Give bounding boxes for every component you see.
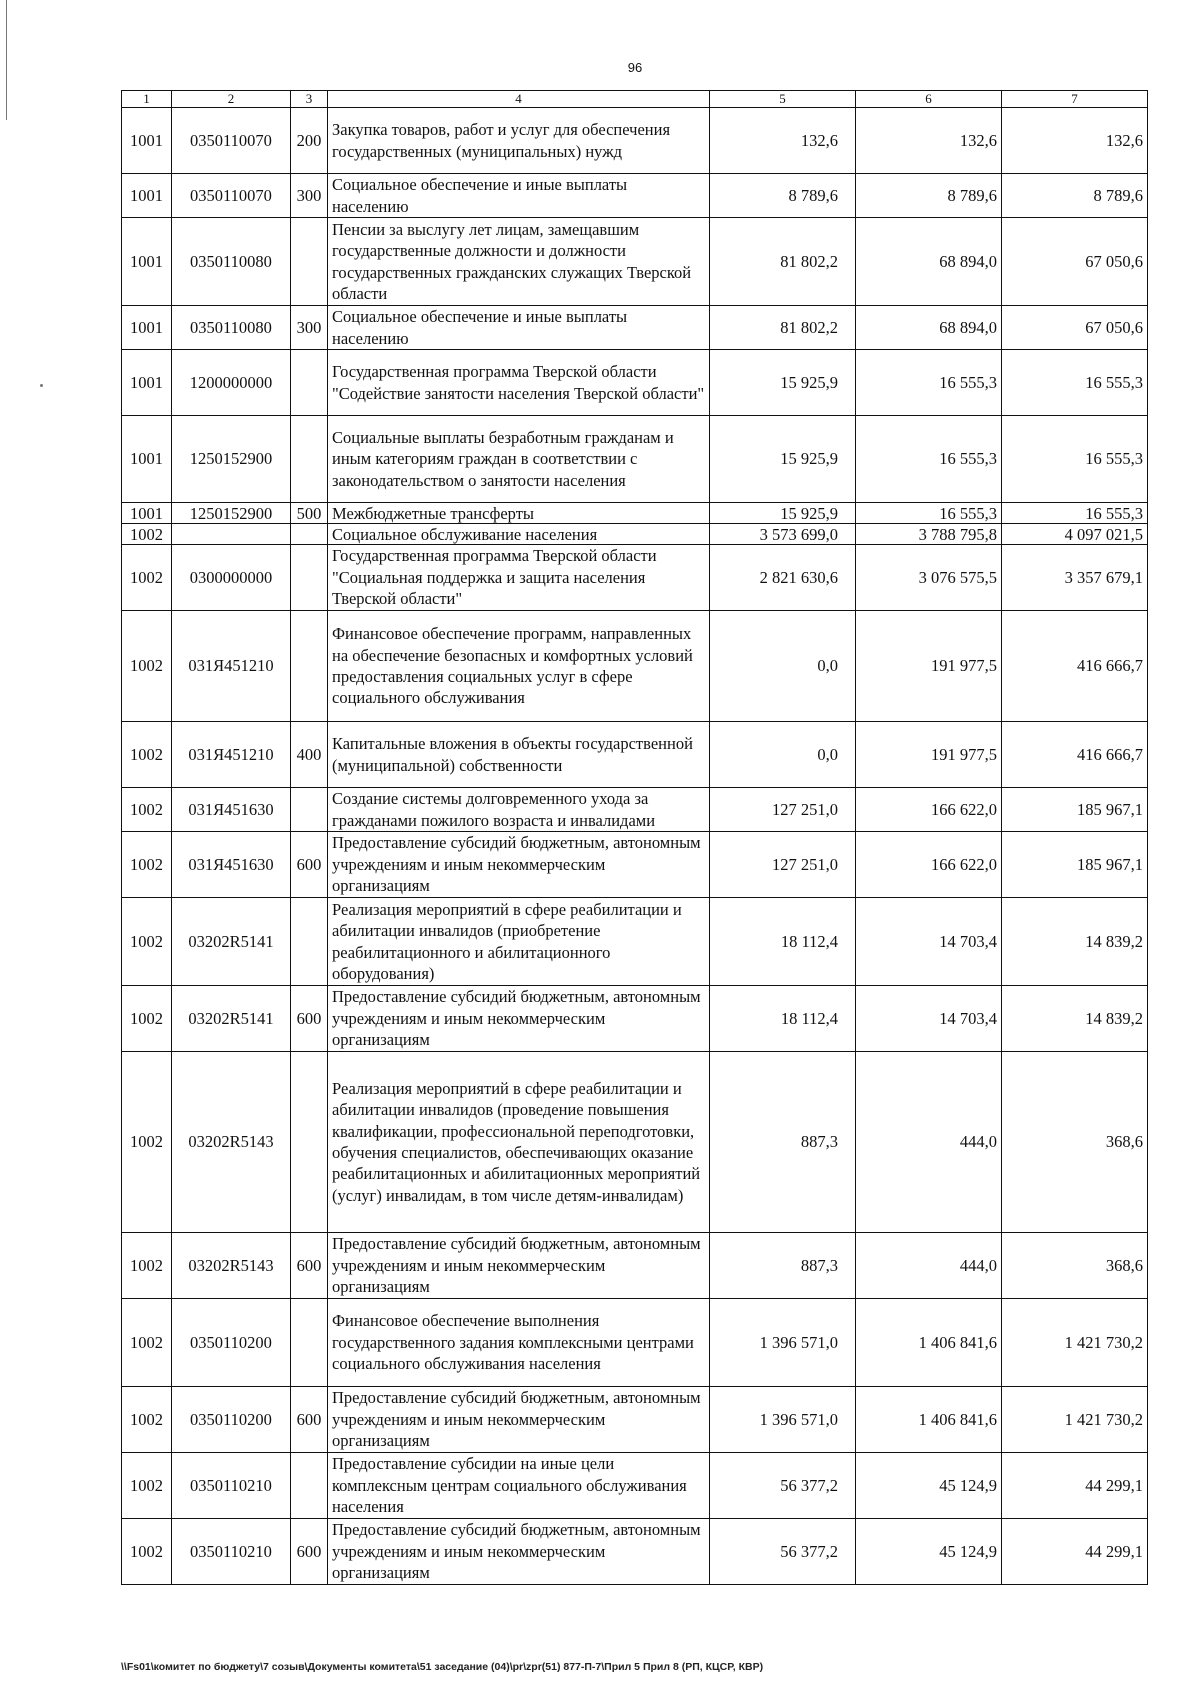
row-amount-year-3: 16 555,3 — [1002, 350, 1148, 416]
row-amount-year-3: 185 967,1 — [1002, 788, 1148, 832]
row-amount-year-2: 166 622,0 — [856, 788, 1002, 832]
table-row — [122, 108, 1148, 174]
table-row — [122, 1299, 1148, 1387]
row-name: Предоставление субсидий бюджетным, автономным учреждениям и иным некоммерческим организациям — [328, 1233, 710, 1299]
row-amount-year-1: 15 925,9 — [710, 350, 856, 416]
row-expense-type-code — [291, 898, 328, 986]
column-header: 5 — [710, 91, 856, 108]
row-name: Межбюджетные трансферты — [328, 503, 710, 524]
row-amount-year-2: 132,6 — [856, 108, 1002, 174]
row-section-code: 1002 — [122, 524, 172, 545]
row-section-code: 1002 — [122, 986, 172, 1052]
row-amount-year-2: 166 622,0 — [856, 832, 1002, 898]
row-section-code: 1001 — [122, 416, 172, 503]
row-name: Реализация мероприятий в сфере реабилитации и абилитации инвалидов (проведение повышения квалификации, профессиональной переподготовки, обучения специалистов, обеспечивающих оказание реабилитационных и абилитационных мероприятий (услуг) инвалидам, в том числе детям-инвалидам) — [328, 1052, 710, 1233]
row-amount-year-3: 416 666,7 — [1002, 611, 1148, 722]
row-section-code: 1002 — [122, 1299, 172, 1387]
row-target-article-code: 03202R5143 — [172, 1052, 291, 1233]
row-expense-type-code — [291, 416, 328, 503]
column-header: 7 — [1002, 91, 1148, 108]
row-amount-year-3: 185 967,1 — [1002, 832, 1148, 898]
row-amount-year-2: 16 555,3 — [856, 503, 1002, 524]
row-name: Финансовое обеспечение программ, направленных на обеспечение безопасных и комфортных условий предоставления социальных услуг в сфере социального обслуживания — [328, 611, 710, 722]
row-target-article-code: 03202R5141 — [172, 898, 291, 986]
row-amount-year-3: 132,6 — [1002, 108, 1148, 174]
row-amount-year-2: 3 076 575,5 — [856, 545, 1002, 611]
row-section-code: 1002 — [122, 1233, 172, 1299]
row-amount-year-3: 44 299,1 — [1002, 1519, 1148, 1585]
row-name: Социальное обеспечение и иные выплаты населению — [328, 174, 710, 218]
row-amount-year-2: 68 894,0 — [856, 218, 1002, 306]
column-header: 4 — [328, 91, 710, 108]
row-name: Предоставление субсидий бюджетным, автономным учреждениям и иным некоммерческим организациям — [328, 1387, 710, 1453]
column-header: 3 — [291, 91, 328, 108]
row-name: Предоставление субсидий бюджетным, автономным учреждениям и иным некоммерческим организациям — [328, 1519, 710, 1585]
row-amount-year-3: 8 789,6 — [1002, 174, 1148, 218]
row-amount-year-2: 16 555,3 — [856, 416, 1002, 503]
row-amount-year-1: 127 251,0 — [710, 788, 856, 832]
row-name: Пенсии за выслугу лет лицам, замещавшим государственные должности и должности государственных гражданских служащих Тверской области — [328, 218, 710, 306]
row-amount-year-1: 81 802,2 — [710, 218, 856, 306]
row-name: Реализация мероприятий в сфере реабилитации и абилитации инвалидов (приобретение реабилитационного и абилитационного оборудования) — [328, 898, 710, 986]
row-amount-year-2: 8 789,6 — [856, 174, 1002, 218]
row-amount-year-1: 18 112,4 — [710, 898, 856, 986]
row-name: Предоставление субсидии на иные цели комплексным центрам социального обслуживания населения — [328, 1453, 710, 1519]
row-target-article-code: 0350110210 — [172, 1453, 291, 1519]
row-expense-type-code — [291, 1299, 328, 1387]
row-target-article-code: 1250152900 — [172, 416, 291, 503]
row-section-code: 1002 — [122, 611, 172, 722]
row-amount-year-1: 887,3 — [710, 1052, 856, 1233]
row-name: Государственная программа Тверской области "Социальная поддержка и защита населения Тверской области" — [328, 545, 710, 611]
scan-edge-line — [6, 0, 7, 120]
row-amount-year-1: 127 251,0 — [710, 832, 856, 898]
row-target-article-code: 1250152900 — [172, 503, 291, 524]
table-row — [122, 503, 1148, 524]
row-amount-year-2: 444,0 — [856, 1052, 1002, 1233]
row-amount-year-1: 887,3 — [710, 1233, 856, 1299]
row-amount-year-2: 1 406 841,6 — [856, 1387, 1002, 1453]
table-row — [122, 832, 1148, 898]
row-amount-year-2: 14 703,4 — [856, 898, 1002, 986]
row-amount-year-1: 56 377,2 — [710, 1453, 856, 1519]
row-amount-year-3: 368,6 — [1002, 1233, 1148, 1299]
row-amount-year-1: 56 377,2 — [710, 1519, 856, 1585]
row-section-code: 1002 — [122, 832, 172, 898]
table-row — [122, 611, 1148, 722]
table-row — [122, 545, 1148, 611]
row-section-code: 1001 — [122, 306, 172, 350]
row-amount-year-3: 16 555,3 — [1002, 416, 1148, 503]
row-target-article-code: 0350110200 — [172, 1387, 291, 1453]
row-name: Социальное обслуживание населения — [328, 524, 710, 545]
table-row — [122, 524, 1148, 545]
row-target-article-code: 0350110070 — [172, 108, 291, 174]
row-section-code: 1002 — [122, 1519, 172, 1585]
row-amount-year-1: 0,0 — [710, 722, 856, 788]
row-expense-type-code: 600 — [291, 1387, 328, 1453]
column-header: 6 — [856, 91, 1002, 108]
row-expense-type-code: 600 — [291, 1519, 328, 1585]
row-target-article-code: 0350110200 — [172, 1299, 291, 1387]
row-name: Создание системы долговременного ухода за гражданами пожилого возраста и инвалидами — [328, 788, 710, 832]
row-amount-year-1: 8 789,6 — [710, 174, 856, 218]
table-row — [122, 306, 1148, 350]
row-amount-year-3: 416 666,7 — [1002, 722, 1148, 788]
row-amount-year-1: 15 925,9 — [710, 416, 856, 503]
row-amount-year-3: 67 050,6 — [1002, 306, 1148, 350]
row-name: Капитальные вложения в объекты государственной (муниципальной) собственности — [328, 722, 710, 788]
row-target-article-code: 1200000000 — [172, 350, 291, 416]
table-row — [122, 986, 1148, 1052]
row-name: Государственная программа Тверской области "Содействие занятости населения Тверской области" — [328, 350, 710, 416]
table-row — [122, 174, 1148, 218]
row-amount-year-2: 45 124,9 — [856, 1453, 1002, 1519]
row-section-code: 1002 — [122, 1453, 172, 1519]
row-section-code: 1001 — [122, 108, 172, 174]
row-target-article-code: 031Я451630 — [172, 832, 291, 898]
row-section-code: 1002 — [122, 722, 172, 788]
row-amount-year-1: 1 396 571,0 — [710, 1387, 856, 1453]
row-amount-year-2: 191 977,5 — [856, 611, 1002, 722]
row-expense-type-code: 500 — [291, 503, 328, 524]
row-name: Предоставление субсидий бюджетным, автономным учреждениям и иным некоммерческим организациям — [328, 832, 710, 898]
row-amount-year-1: 18 112,4 — [710, 986, 856, 1052]
row-section-code: 1001 — [122, 218, 172, 306]
row-name: Финансовое обеспечение выполнения государственного задания комплексными центрами социального обслуживания населения — [328, 1299, 710, 1387]
row-amount-year-2: 191 977,5 — [856, 722, 1002, 788]
row-expense-type-code — [291, 611, 328, 722]
row-expense-type-code — [291, 350, 328, 416]
column-header: 1 — [122, 91, 172, 108]
row-amount-year-2: 14 703,4 — [856, 986, 1002, 1052]
row-target-article-code: 031Я451210 — [172, 722, 291, 788]
row-section-code: 1002 — [122, 545, 172, 611]
row-name: Социальные выплаты безработным гражданам и иным категориям граждан в соответствии с законодательством о занятости населения — [328, 416, 710, 503]
row-expense-type-code — [291, 1052, 328, 1233]
table-row — [122, 898, 1148, 986]
table-row — [122, 416, 1148, 503]
row-amount-year-3: 3 357 679,1 — [1002, 545, 1148, 611]
row-amount-year-3: 14 839,2 — [1002, 986, 1148, 1052]
row-amount-year-1: 15 925,9 — [710, 503, 856, 524]
row-section-code: 1002 — [122, 1052, 172, 1233]
row-expense-type-code: 300 — [291, 174, 328, 218]
row-amount-year-1: 81 802,2 — [710, 306, 856, 350]
row-amount-year-2: 444,0 — [856, 1233, 1002, 1299]
row-amount-year-3: 16 555,3 — [1002, 503, 1148, 524]
row-amount-year-2: 3 788 795,8 — [856, 524, 1002, 545]
row-target-article-code: 031Я451630 — [172, 788, 291, 832]
row-amount-year-3: 4 097 021,5 — [1002, 524, 1148, 545]
row-amount-year-3: 368,6 — [1002, 1052, 1148, 1233]
table-row — [122, 1519, 1148, 1585]
row-section-code: 1002 — [122, 898, 172, 986]
footer-file-path: \\Fs01\комитет по бюджету\7 созыв\Документы комитета\51 заседание (04)\pr\zpr(51) 877-П-7\Прил 5 Прил 8 (РП, КЦСР, КВР) — [121, 1661, 764, 1673]
row-amount-year-3: 14 839,2 — [1002, 898, 1148, 986]
row-amount-year-3: 44 299,1 — [1002, 1453, 1148, 1519]
row-section-code: 1001 — [122, 350, 172, 416]
row-amount-year-2: 1 406 841,6 — [856, 1299, 1002, 1387]
row-section-code: 1001 — [122, 503, 172, 524]
row-amount-year-3: 1 421 730,2 — [1002, 1387, 1148, 1453]
row-amount-year-1: 0,0 — [710, 611, 856, 722]
table-row — [122, 788, 1148, 832]
row-amount-year-1: 2 821 630,6 — [710, 545, 856, 611]
row-amount-year-3: 1 421 730,2 — [1002, 1299, 1148, 1387]
row-expense-type-code — [291, 1453, 328, 1519]
table-row — [122, 1052, 1148, 1233]
row-expense-type-code: 300 — [291, 306, 328, 350]
table-row — [122, 218, 1148, 306]
row-amount-year-1: 3 573 699,0 — [710, 524, 856, 545]
row-amount-year-3: 67 050,6 — [1002, 218, 1148, 306]
row-expense-type-code — [291, 788, 328, 832]
row-name: Социальное обеспечение и иные выплаты населению — [328, 306, 710, 350]
row-target-article-code: 03202R5143 — [172, 1233, 291, 1299]
column-header: 2 — [172, 91, 291, 108]
table-row — [122, 1387, 1148, 1453]
table-row — [122, 350, 1148, 416]
scan-dot — [40, 384, 43, 387]
budget-table — [121, 90, 1148, 1585]
row-section-code: 1002 — [122, 1387, 172, 1453]
row-section-code: 1002 — [122, 788, 172, 832]
row-expense-type-code — [291, 524, 328, 545]
row-expense-type-code — [291, 218, 328, 306]
row-amount-year-2: 16 555,3 — [856, 350, 1002, 416]
row-target-article-code: 0350110070 — [172, 174, 291, 218]
row-target-article-code — [172, 524, 291, 545]
row-target-article-code: 0350110080 — [172, 218, 291, 306]
row-amount-year-1: 132,6 — [710, 108, 856, 174]
row-amount-year-2: 45 124,9 — [856, 1519, 1002, 1585]
row-section-code: 1001 — [122, 174, 172, 218]
row-expense-type-code: 600 — [291, 986, 328, 1052]
row-expense-type-code: 200 — [291, 108, 328, 174]
row-target-article-code: 0350110210 — [172, 1519, 291, 1585]
row-expense-type-code: 400 — [291, 722, 328, 788]
row-name: Закупка товаров, работ и услуг для обеспечения государственных (муниципальных) нужд — [328, 108, 710, 174]
row-expense-type-code — [291, 545, 328, 611]
row-target-article-code: 0350110080 — [172, 306, 291, 350]
row-amount-year-2: 68 894,0 — [856, 306, 1002, 350]
table-header-row — [122, 91, 1148, 108]
page-number: 96 — [627, 60, 643, 75]
row-target-article-code: 03202R5141 — [172, 986, 291, 1052]
row-expense-type-code: 600 — [291, 832, 328, 898]
row-amount-year-1: 1 396 571,0 — [710, 1299, 856, 1387]
table-row — [122, 722, 1148, 788]
table-row — [122, 1233, 1148, 1299]
row-target-article-code: 031Я451210 — [172, 611, 291, 722]
table-row — [122, 1453, 1148, 1519]
row-name: Предоставление субсидий бюджетным, автономным учреждениям и иным некоммерческим организациям — [328, 986, 710, 1052]
row-expense-type-code: 600 — [291, 1233, 328, 1299]
row-target-article-code: 0300000000 — [172, 545, 291, 611]
